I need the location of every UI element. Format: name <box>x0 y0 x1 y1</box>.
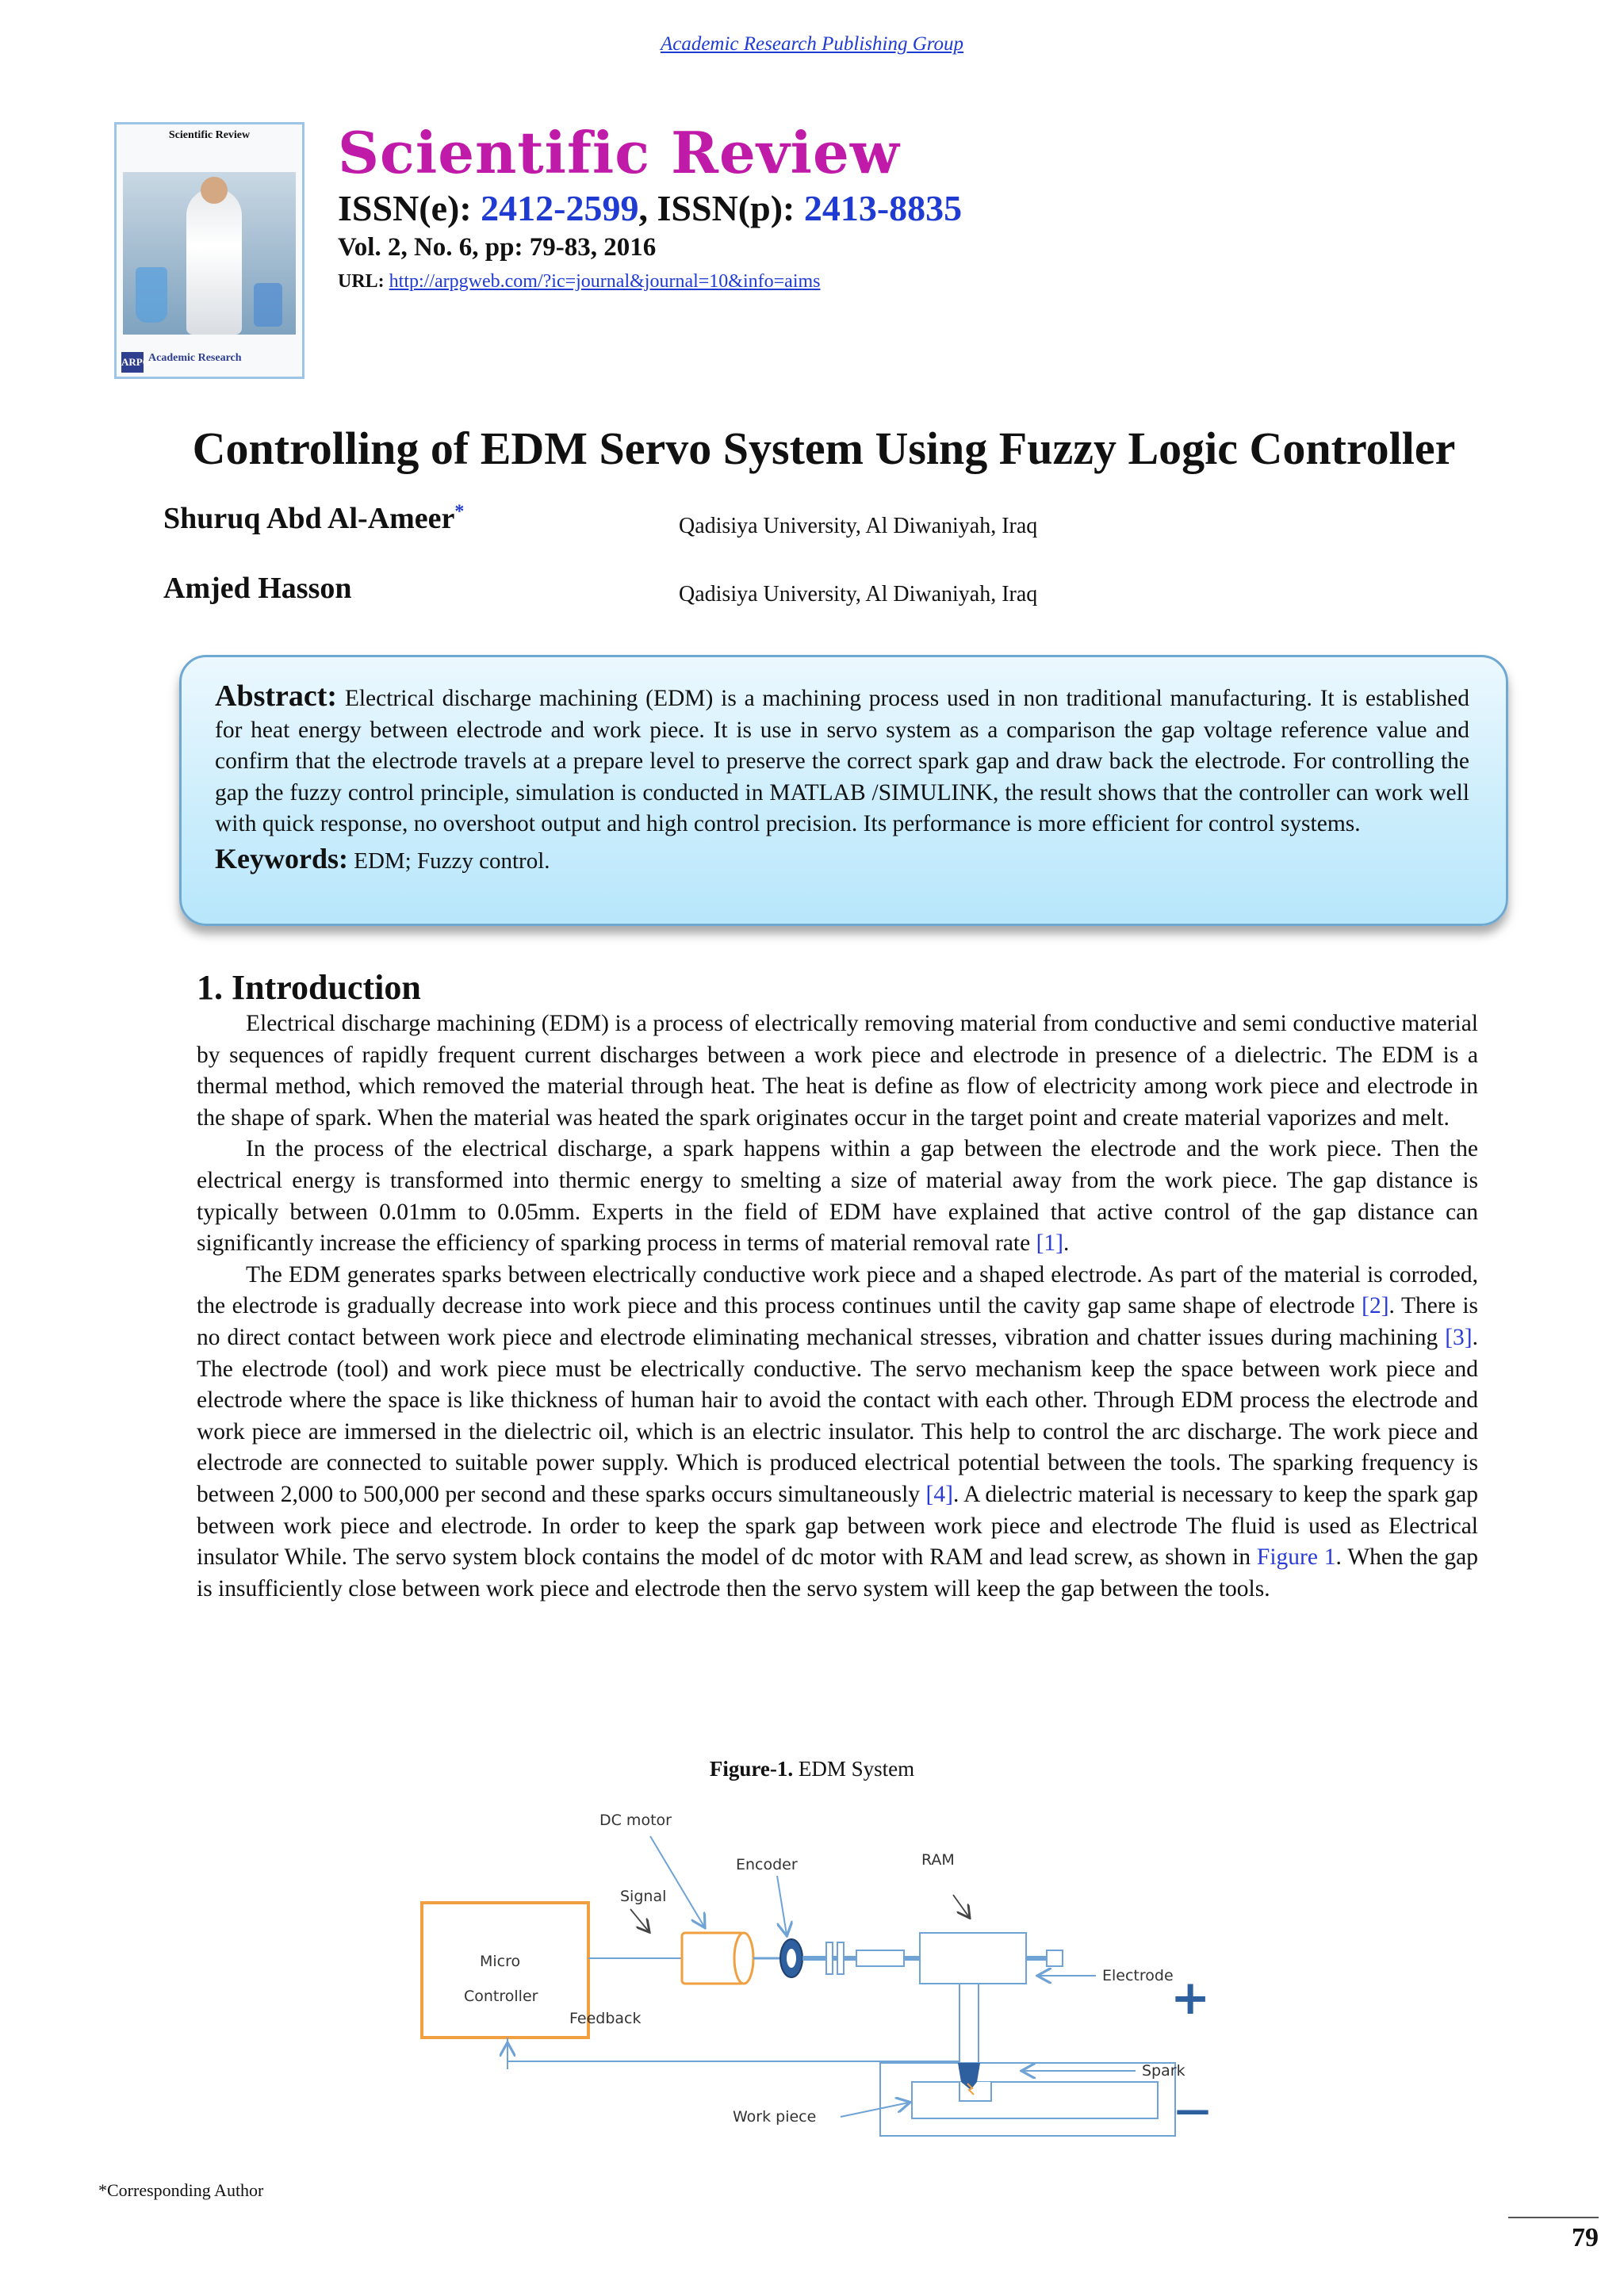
journal-url-link[interactable]: http://arpgweb.com/?ic=journal&journal=10&info=aims <box>389 271 821 292</box>
volume-info: Vol. 2, No. 6, pp: 79-83, 2016 <box>338 233 657 262</box>
work-piece-label: Work piece <box>733 2108 817 2126</box>
introduction-body <box>197 1008 1478 1605</box>
encoder-label: Encoder <box>736 1856 798 1873</box>
cover-scientist-head <box>201 177 228 204</box>
journal-cover-image <box>114 122 304 379</box>
citation-link[interactable]: [1] <box>1036 1230 1063 1257</box>
micro-controller-block <box>422 1903 588 2038</box>
citation-link[interactable]: [3] <box>1445 1324 1473 1350</box>
issn-e-label: ISSN(e): <box>338 188 481 228</box>
url-label: URL: <box>338 271 389 292</box>
paragraph-text: . A dielectric material is necessary to keep the spark gap between work piece and electrode. In order to keep the spark gap between work piece and electrode The fluid is used as Electrical insulator While. The servo system block contains the model of dc motor with RAM and lead screw, as shown in <box>197 1481 1479 1571</box>
corresponding-author-note: *Corresponding Author <box>98 2180 264 2200</box>
signal-arrow <box>630 1909 649 1931</box>
cover-publisher-logo <box>121 350 296 374</box>
paragraph-text: . When the gap is insufficiently close between work piece and electrode then the servo system will keep the gap between the tools. <box>197 1544 1478 1601</box>
author-affiliation: Qadisiya University, Al Diwaniyah, Iraq <box>679 514 1038 538</box>
keywords-list: EDM; Fuzzy control. <box>347 848 550 874</box>
work-piece-body <box>912 2082 1158 2118</box>
work-piece-arrow <box>841 2103 909 2117</box>
spark-label: Spark <box>1142 2062 1185 2080</box>
issn-p-label: , ISSN(p): <box>638 188 804 228</box>
issn-e-value: 2412-2599 <box>481 188 639 228</box>
author-affiliation: Qadisiya University, Al Diwaniyah, Iraq <box>679 582 1038 607</box>
corresponding-author-mark[interactable]: * <box>454 501 465 522</box>
screw-end <box>1047 1950 1063 1966</box>
issn-p-value: 2413-8835 <box>803 188 963 228</box>
feedback-line <box>508 2038 959 2061</box>
paragraph-text: In the process of the electrical discharge, a spark happens within a gap between the electrode and the work piece. Then the electrical energy is transformed into thermic energy to smelting a size of material away from the work piece. The gap distance is typically between 0.01mm to 0.05mm. Experts in the field of EDM have explained that active control of the gap distance can significantly increase the efficiency of sparking process in terms of material removal rate <box>197 1136 1478 1257</box>
cover-flask <box>254 283 282 327</box>
issn-line <box>338 187 962 229</box>
url-line <box>338 271 821 293</box>
section-heading-introduction: 1. Introduction <box>197 968 421 1007</box>
keywords <box>215 842 1469 875</box>
paragraph-text: . The electrode (tool) and work piece must be electrically conductive. The servo mechanism keep the space between work piece and electrode where the space is like thickness of human hair to avoid the contact with each other. Through EDM process the electrode and work piece are immersed in the dielectric oil, which is an electric insulator. This help to control the arc discharge. The work piece and electrode are connected to suitable power supply. Which is produced electrical potential between the tools. The sparking frequency is between 2,000 to 500,000 per second and these sparks occurs simultaneously <box>197 1324 1478 1507</box>
dc-motor-arrow <box>650 1836 704 1927</box>
electrode-label: Electrode <box>1102 1967 1174 1984</box>
abstract-label: Abstract: <box>215 679 338 713</box>
paragraph: Electrical discharge machining (EDM) is a process of electrically removing material from conductive and semi conductive material by sequences of rapidly frequent current discharges between a work piece and electrode in presence of a dielectric. The EDM is a thermal method, which removed the material through heat. The heat is define as flow of electricity among work piece and electrode in the shape of spark. When the material was heated the spark originates occur in the target point and create material vaporizes and melt. <box>197 1011 1478 1131</box>
ram-label: RAM <box>921 1851 955 1869</box>
cover-logo-mark: ARPG <box>121 352 144 373</box>
ram-arrow <box>953 1895 969 1917</box>
publisher-header <box>0 33 1624 55</box>
author-name: Amjed Hasson <box>163 572 352 605</box>
figure-caption-text: EDM System <box>793 1757 915 1781</box>
publisher-link[interactable]: Academic Research Publishing Group <box>660 33 964 55</box>
paragraph <box>197 1134 1478 1259</box>
author-name <box>163 501 464 536</box>
abstract-body: Electrical discharge machining (EDM) is a machining process used in non traditional manufacturing. It is established for heat energy between electrode and work piece. It is use in servo system as a comparison the gap voltage reference value and confirm that the electrode travels at a prepare level to preserve the correct spark gap and draw back the electrode. For controlling the gap the fuzzy control principle, simulation is conducted in MATLAB /SIMULINK, the result shows that the controller can work well with quick response, no overshoot output and high control precision. Its performance is more efficient for control systems. <box>215 686 1469 836</box>
page-number-rule <box>1508 2217 1599 2218</box>
cover-title: Scientific Review <box>168 129 251 141</box>
ram-block <box>920 1933 1026 1984</box>
figure-link[interactable]: Figure 1 <box>1256 1544 1336 1571</box>
work-piece-cavity <box>959 2082 991 2101</box>
screw-section <box>856 1950 904 1966</box>
edm-diagram-svg <box>412 1808 1285 2141</box>
page-number: 79 <box>1572 2223 1599 2252</box>
edm-system-diagram <box>412 1808 1285 2141</box>
citation-link[interactable]: [4] <box>925 1481 953 1507</box>
keywords-label: Keywords: <box>215 842 348 874</box>
dielectric-tank <box>880 2063 1175 2136</box>
paragraph-text: The EDM generates sparks between electrically conductive work piece and a shaped electrode. As part of the material is corroded, the electrode is gradually decrease into work piece and this process continues until the cavity gap same shape of electrode <box>197 1261 1478 1319</box>
author-name-text: Shuruq Abd Al-Ameer <box>163 502 455 535</box>
paragraph-text: . There is no direct contact between work piece and electrode eliminating mechanical stresses, vibration and chatter issues during machining <box>197 1293 1478 1350</box>
figure-caption-label: Figure-1. <box>709 1757 794 1781</box>
feedback-label: Feedback <box>569 2010 642 2027</box>
dc-motor-end <box>734 1933 753 1984</box>
abstract-text <box>215 681 1469 840</box>
signal-label: Signal <box>620 1888 667 1905</box>
paragraph-text: . <box>1063 1230 1070 1257</box>
negative-terminal-icon: — <box>1175 2090 1210 2130</box>
citation-link[interactable]: [2] <box>1362 1293 1389 1319</box>
encoder-arrow <box>777 1876 787 1934</box>
coupling <box>826 1942 833 1974</box>
micro-controller-label: Controller <box>464 1988 538 2005</box>
cover-scientist-figure <box>186 188 242 335</box>
abstract-box <box>179 655 1508 926</box>
coupling <box>837 1942 844 1974</box>
journal-title: Scientific Review <box>338 119 900 186</box>
paragraph <box>197 1260 1478 1605</box>
dc-motor-label: DC motor <box>599 1812 672 1829</box>
cover-logo-text: Academic Research <box>148 352 242 364</box>
micro-controller-label: Micro <box>480 1953 521 1970</box>
cover-photo <box>123 172 296 335</box>
encoder-hole <box>787 1949 796 1968</box>
positive-terminal-icon: + <box>1170 1970 1211 2026</box>
cover-flask <box>136 267 167 323</box>
paper-title: Controlling of EDM Servo System Using Fuzzy Logic Controller <box>192 423 1456 474</box>
figure-caption <box>0 1757 1624 1781</box>
